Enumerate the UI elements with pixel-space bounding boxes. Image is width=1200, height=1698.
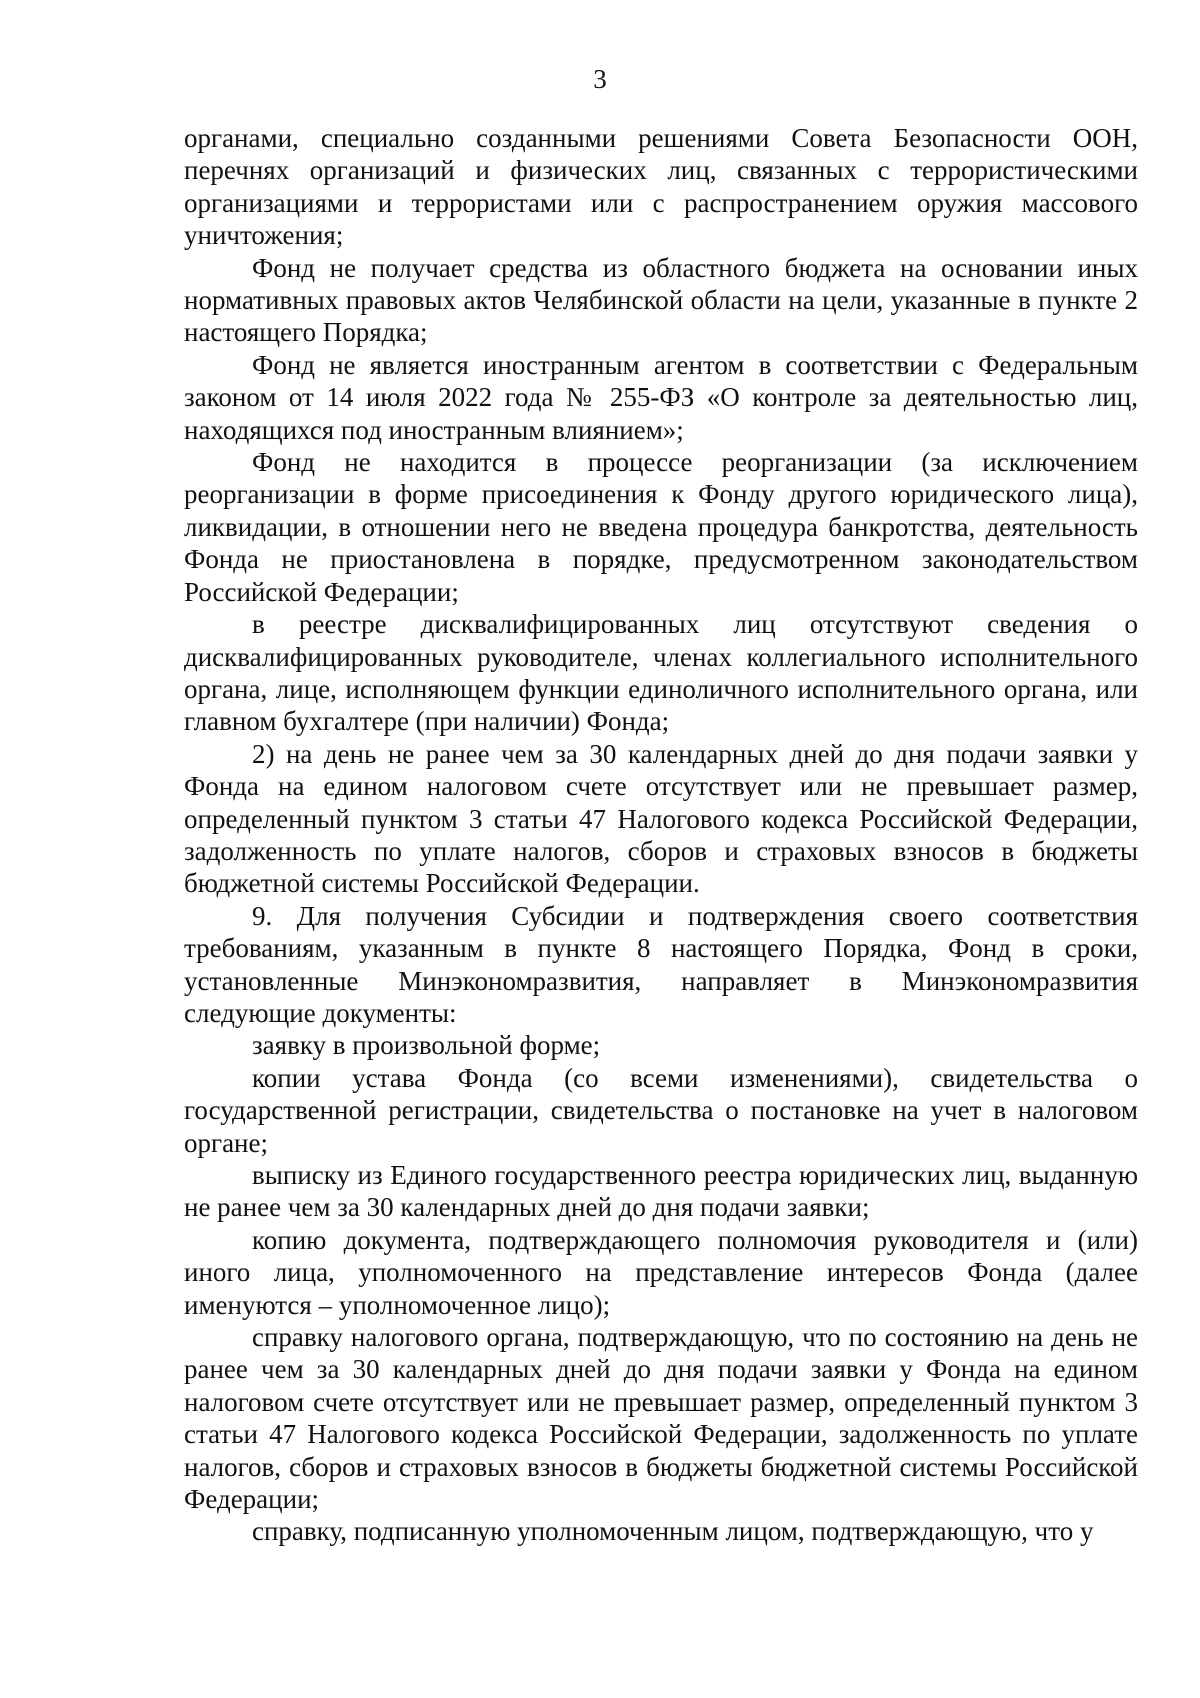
paragraph: справку, подписанную уполномоченным лицом, подтверждающую, что у xyxy=(252,1516,1094,1547)
paragraph: Фонд не получает средства из областного бюджета на основании иных нормативных правовых актов Челябинской области на цели, указанные в пункте 2 настоящего Порядка; xyxy=(184,252,1138,348)
paragraph: копии устава Фонда (со всеми изменениями), свидетельства о государственной регистрации, свидетельства о постановке на учет в налоговом органе; xyxy=(184,1062,1138,1158)
paragraph: выписку из Единого государственного реестра юридических лиц, выданную не ранее чем за 30 календарных дней до дня подачи заявки; xyxy=(184,1160,1138,1223)
document-body xyxy=(184,122,1138,1548)
paragraph: копию документа, подтверждающего полномочия руководителя и (или) иного лица, уполномоченного на представление интересов Фонда (далее именуются – уполномоченное лицо); xyxy=(184,1224,1138,1320)
paragraph: Фонд не является иностранным агентом в соответствии с Федеральным законом от 14 июля 2022 года № 255-ФЗ «О контроле за деятельностью лиц, находящихся под иностранным влиянием»; xyxy=(184,349,1138,445)
page-number: 3 xyxy=(593,64,607,94)
paragraph: в реестре дисквалифицированных лиц отсутствуют сведения о дисквалифицированных руководителе, членах коллегиального исполнительного органа, лице, исполняющем функции единоличного исполнительного органа, или главном бухгалтере (при наличии) Фонда; xyxy=(184,609,1138,737)
paragraph: 2) на день не ранее чем за 30 календарных дней до дня подачи заявки у Фонда на едином налоговом счете отсутствует или не превышает размер, определенный пунктом 3 статьи 47 Налогового кодекса Российской Федерации, задолженность по уплате налогов, сборов и страховых взносов в бюджеты бюджетной системы Российской Федерации. xyxy=(184,738,1138,899)
paragraph: органами, специально созданными решениями Совета Безопасности ООН, перечнях организаций и физических лиц, связанных с террористическими организациями и террористами или с распространением оружия массового уничтожения; xyxy=(184,123,1138,251)
paragraph: справку налогового органа, подтверждающую, что по состоянию на день не ранее чем за 30 календарных дней до дня подачи заявки у Фонда на едином налоговом счете отсутствует или не превышает размер, определенный пунктом 3 статьи 47 Налогового кодекса Российской Федерации, задолженность по уплате налогов, сборов и страховых взносов в бюджеты бюджетной системы Российской Федерации; xyxy=(184,1322,1138,1515)
paragraph: Фонд не находится в процессе реорганизации (за исключением реорганизации в форме присоединения к Фонду другого юридического лица), ликвидации, в отношении него не введена процедура банкротства, деятельность Фонда не приостановлена в порядке, предусмотренном законодательством Российской Федерации; xyxy=(184,447,1138,607)
paragraph: заявку в произвольной форме; xyxy=(252,1030,601,1061)
paragraph: 9. Для получения Субсидии и подтверждения своего соответствия требованиям, указанным в пункте 8 настоящего Порядка, Фонд в сроки, установленные Минэкономразвития, направляет в Минэкономразвития следующие документы: xyxy=(184,900,1138,1028)
